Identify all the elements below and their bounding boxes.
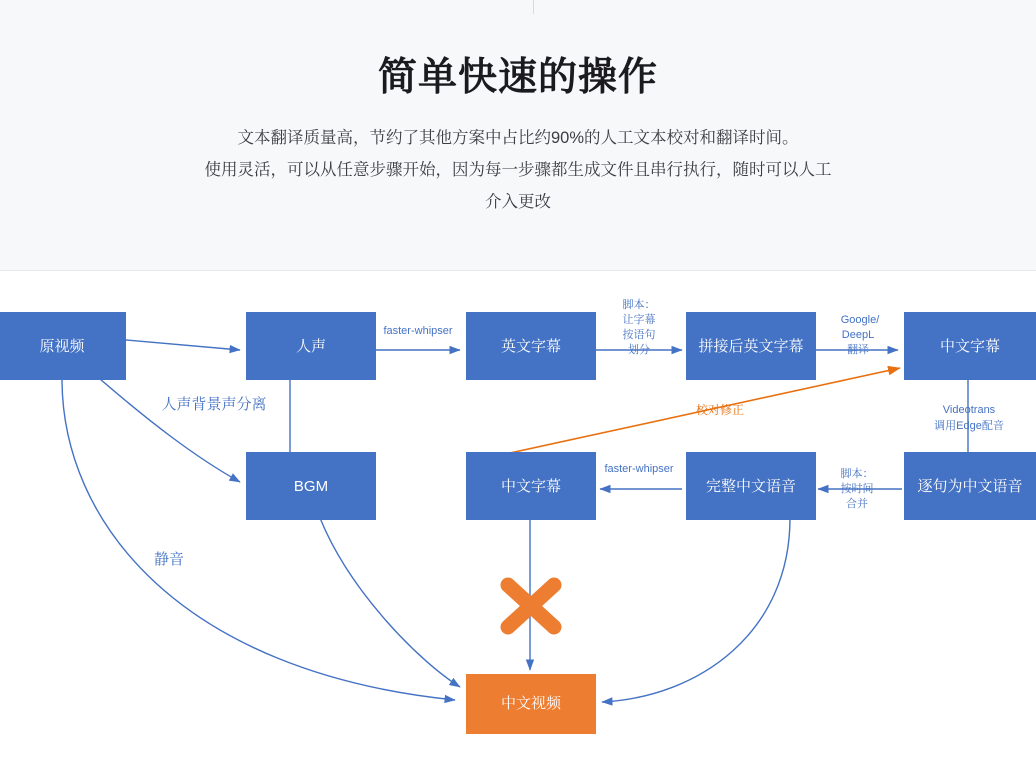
node-chinese-subtitle-2[interactable] xyxy=(466,452,596,520)
edge-label-script-split-line1: 脚本： xyxy=(622,298,656,311)
subtitle-line-3: 介入更改 xyxy=(485,193,551,211)
node-english-subtitle-label: 英文字幕 xyxy=(500,337,562,355)
edge-label-videotrans-line1: Videotrans xyxy=(942,403,996,416)
edge-label-script-split-line4: 划分 xyxy=(628,343,650,356)
edge-label-separate-voice-background: 人声背景声分离 xyxy=(161,395,267,413)
edge-label-translate-line1: Google/ xyxy=(840,313,880,326)
edge-label-merge-by-time-line1: 脚本： xyxy=(840,467,874,480)
node-english-subtitle[interactable] xyxy=(466,312,596,380)
node-chinese-subtitle-label: 中文字幕 xyxy=(939,337,1001,355)
edge-label-translate-line2: DeepL xyxy=(841,328,875,341)
node-full-chinese-audio-label: 完整中文语音 xyxy=(705,477,797,495)
edge-source-to-voice xyxy=(126,340,240,350)
node-bgm[interactable] xyxy=(246,452,376,520)
edge-label-script-split-line2: 让字幕 xyxy=(622,313,656,326)
edge-proofread-correction xyxy=(478,368,900,460)
edge-label-faster-whisper-1: faster-whipser xyxy=(383,324,453,337)
node-line-by-line-chinese-audio-label: 逐句为中文语音 xyxy=(917,477,1023,495)
subtitle-line-1: 文本翻译质量高，节约了其他方案中占比约90%的人工文本校对和翻译时间。 xyxy=(237,129,799,147)
node-source-video[interactable] xyxy=(0,312,126,380)
edge-label-merge-by-time-line2: 按时间 xyxy=(840,482,874,495)
node-voice[interactable] xyxy=(246,312,376,380)
node-chinese-video-label: 中文视频 xyxy=(500,694,562,712)
node-merged-english-subtitle-label: 拼接后英文字幕 xyxy=(698,337,804,355)
node-full-chinese-audio[interactable] xyxy=(686,452,816,520)
hero-section xyxy=(0,0,1036,271)
edge-full-audio-to-chinese-video xyxy=(602,518,790,702)
edge-label-script-split-line3: 按语句 xyxy=(622,328,656,341)
node-chinese-video[interactable] xyxy=(466,674,596,734)
node-chinese-subtitle-2-label: 中文字幕 xyxy=(500,477,562,495)
node-chinese-subtitle[interactable] xyxy=(904,312,1036,380)
edge-label-videotrans-line2: 调用Edge配音 xyxy=(934,419,1004,432)
workflow-diagram xyxy=(0,272,1036,759)
page-title: 简单快速的操作 xyxy=(377,56,658,99)
edge-label-faster-whisper-2: faster-whipser xyxy=(604,462,674,475)
node-line-by-line-chinese-audio[interactable] xyxy=(904,452,1036,520)
edge-label-merge-by-time-line3: 合并 xyxy=(846,497,868,510)
edge-label-mute: 静音 xyxy=(153,550,185,568)
node-bgm-label: BGM xyxy=(293,477,329,495)
node-source-video-label: 原视频 xyxy=(39,337,85,355)
node-voice-label: 人声 xyxy=(295,337,327,355)
subtitle-line-2: 使用灵活，可以从任意步骤开始，因为每一步骤都生成文件且串行执行，随时可以人工 xyxy=(204,161,832,179)
node-merged-english-subtitle[interactable] xyxy=(686,312,816,380)
edge-label-proofread-correction: 校对修正 xyxy=(695,403,745,418)
edge-source-to-bgm xyxy=(100,379,240,482)
edge-label-translate-line3: 翻译 xyxy=(847,343,869,356)
hero-top-divider xyxy=(533,0,534,14)
edge-source-to-chinese-video xyxy=(62,379,455,700)
page-subtitle xyxy=(168,122,868,218)
cross-mark-icon xyxy=(508,585,554,627)
edge-bgm-to-chinese-video xyxy=(320,518,460,687)
